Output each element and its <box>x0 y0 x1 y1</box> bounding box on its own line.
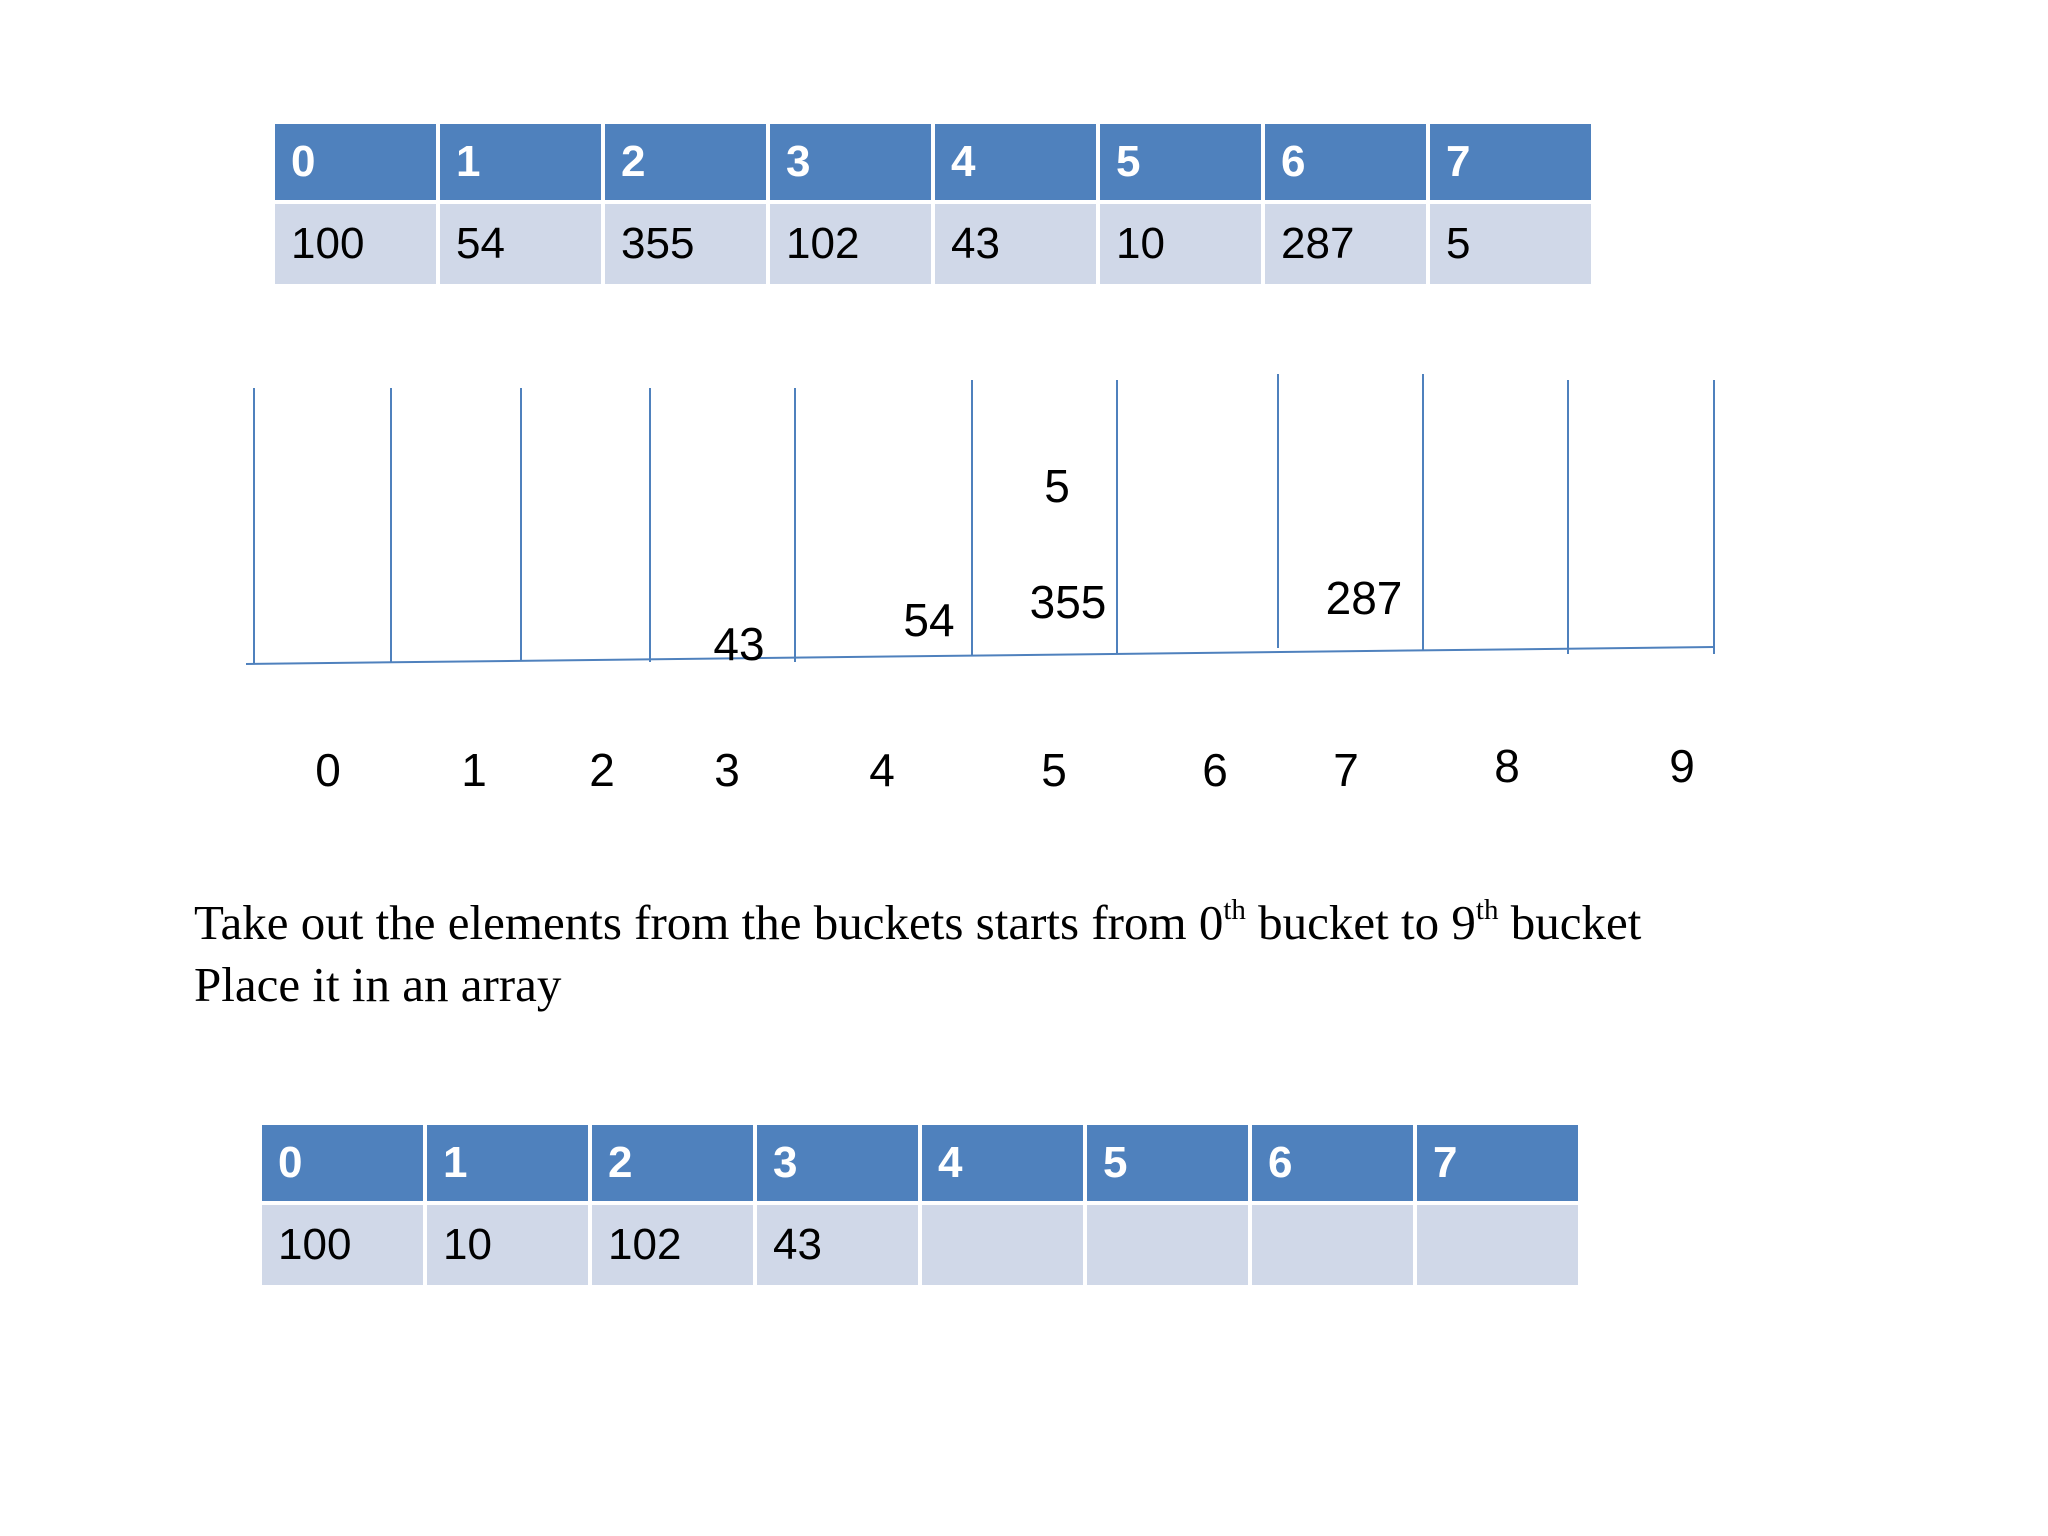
input-value-cell: 355 <box>605 204 766 284</box>
instruction-text <box>194 892 1641 1016</box>
input-value-cell: 43 <box>935 204 1096 284</box>
output-index-cell: 3 <box>757 1125 918 1201</box>
output-index-cell: 0 <box>262 1125 423 1201</box>
output-array-table <box>258 1121 1582 1289</box>
input-value-cell: 10 <box>1100 204 1261 284</box>
instruction-line-1-part-c: bucket <box>1498 895 1642 950</box>
ordinal-suffix: th <box>1223 894 1246 926</box>
input-value-cell: 100 <box>275 204 436 284</box>
output-index-cell: 6 <box>1252 1125 1413 1201</box>
input-index-cell: 3 <box>770 124 931 200</box>
input-index-cell: 7 <box>1430 124 1591 200</box>
output-index-cell: 1 <box>427 1125 588 1201</box>
output-index-cell: 4 <box>922 1125 1083 1201</box>
bucket-number-label: 7 <box>1333 744 1359 796</box>
output-index-cell: 2 <box>592 1125 753 1201</box>
bucket-items <box>713 460 1402 670</box>
output-value-cell: 43 <box>757 1205 918 1285</box>
bucket-number-label: 6 <box>1202 744 1228 796</box>
input-index-cell: 0 <box>275 124 436 200</box>
output-index-cell: 5 <box>1087 1125 1248 1201</box>
bucket-item-value: 287 <box>1325 572 1403 624</box>
output-value-cell <box>922 1205 1083 1285</box>
ordinal-suffix: th <box>1475 894 1499 926</box>
input-value-cell: 54 <box>440 204 601 284</box>
bucket-number-label: 9 <box>1669 740 1695 792</box>
bucket-labels <box>315 740 1695 796</box>
bucket-item-value: 54 <box>903 594 955 646</box>
output-value-cell: 10 <box>427 1205 588 1285</box>
output-value-cell: 102 <box>592 1205 753 1285</box>
bucket-number-label: 5 <box>1041 744 1067 796</box>
output-value-cell <box>1417 1205 1578 1285</box>
input-index-cell: 2 <box>605 124 766 200</box>
input-index-cell: 4 <box>935 124 1096 200</box>
output-value-cell <box>1087 1205 1248 1285</box>
output-value-cell: 100 <box>262 1205 423 1285</box>
bucket-item-value: 5 <box>1044 460 1070 512</box>
output-array-value-row <box>262 1205 1578 1285</box>
input-index-cell: 6 <box>1265 124 1426 200</box>
input-index-cell: 5 <box>1100 124 1261 200</box>
instruction-line-1 <box>194 892 1641 954</box>
bucket-item-value: 43 <box>713 618 765 670</box>
input-value-cell: 5 <box>1430 204 1591 284</box>
instruction-line-1-part-b: bucket to 9 <box>1245 895 1476 950</box>
instruction-line-2: Place it in an array <box>194 957 562 1012</box>
output-value-cell <box>1252 1205 1413 1285</box>
bucket-number-label: 8 <box>1494 740 1520 792</box>
output-array-index-row <box>262 1125 1578 1201</box>
instruction-line-1-part-a: Take out the elements from the buckets starts from 0 <box>194 895 1224 950</box>
bucket-number-label: 0 <box>315 744 341 796</box>
bucket-base-line <box>246 647 1714 664</box>
input-value-cell: 102 <box>770 204 931 284</box>
bucket-number-label: 3 <box>714 744 740 796</box>
bucket-number-label: 2 <box>589 744 615 796</box>
bucket-dividers <box>254 374 1714 663</box>
bucket-number-label: 1 <box>461 744 487 796</box>
output-index-cell: 7 <box>1417 1125 1578 1201</box>
input-index-cell: 1 <box>440 124 601 200</box>
bucket-number-label: 4 <box>869 744 895 796</box>
bucket-item-value: 355 <box>1029 576 1107 628</box>
input-value-cell: 287 <box>1265 204 1426 284</box>
